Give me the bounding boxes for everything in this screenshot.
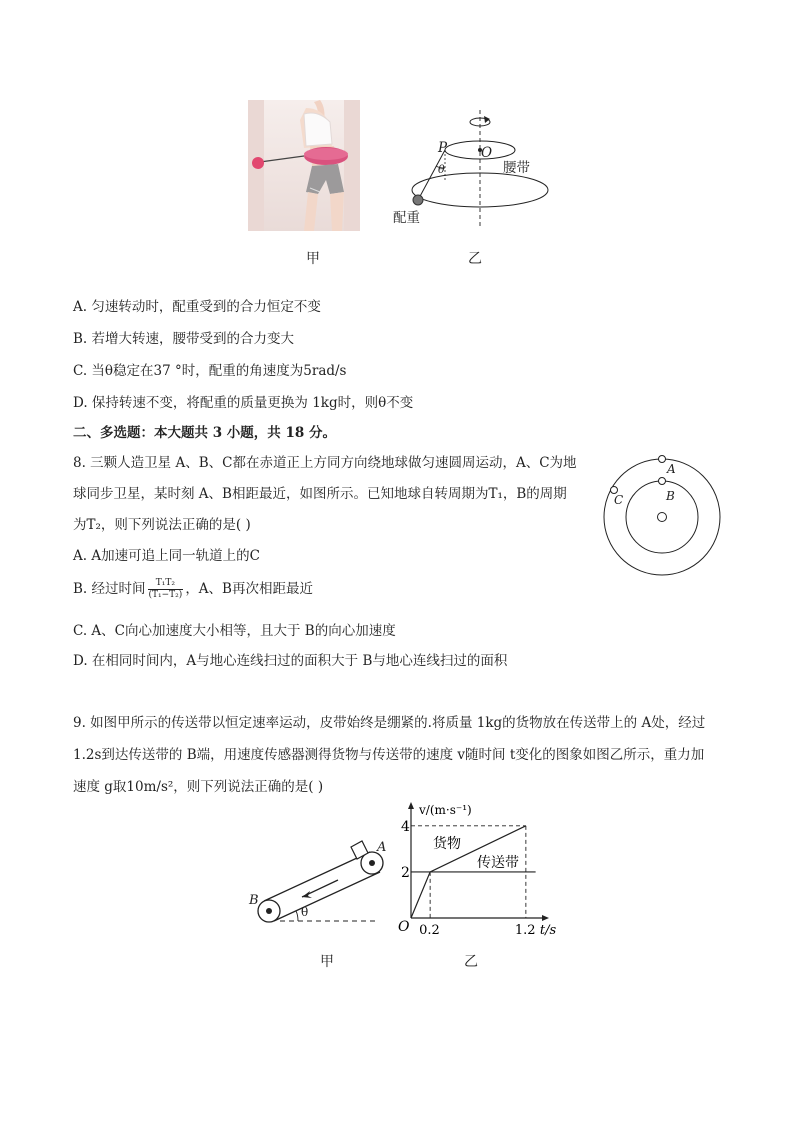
section-heading: 二、多选题：本大题共 3 小题，共 18 分。 bbox=[73, 425, 336, 441]
q8-option-d: D. 在相同时间内，A与地心连线扫过的面积大于 B与地心连线扫过的面积 bbox=[73, 653, 508, 669]
q9-caption-yi: 乙 bbox=[464, 954, 478, 970]
figure7-caption-jia: 甲 bbox=[306, 251, 320, 267]
q8-stem-line1: 8. 三颗人造卫星 A、B、C都在赤道正上方同方向绕地球做匀速圆周运动，A、C为地 bbox=[73, 455, 577, 471]
label-weight: 配重 bbox=[393, 210, 420, 226]
fraction-denominator: (T₁−T₂) bbox=[148, 590, 183, 600]
x-tick-label: 1.2 bbox=[514, 923, 536, 938]
label-theta: θ bbox=[438, 163, 445, 176]
x-axis-arrow bbox=[542, 915, 549, 921]
q7-option-b: B. 若增大转速，腰带受到的合力变大 bbox=[73, 331, 295, 347]
label-belt: 腰带 bbox=[503, 160, 530, 176]
x-tick-label: 0.2 bbox=[419, 923, 440, 938]
x-axis-label: t/s bbox=[539, 923, 557, 938]
q9-stem-line1: 9. 如图甲所示的传送带以恒定速率运动，皮带始终是绷紧的.将质量 1kg的货物放在传送带上的 A处，经过 bbox=[73, 715, 706, 731]
q8-option-a: A. A加速可追上同一轨道上的C bbox=[73, 548, 260, 564]
satellite-orbit-diagram bbox=[600, 455, 724, 579]
q9-stem-line2: 1.2s到达传送带的 B端，用速度传感器测得货物与传送带的速度 v随时间 t变化的图象如图乙所示，重力加 bbox=[73, 747, 705, 763]
belt-label-a: A bbox=[377, 840, 387, 855]
label-O: O bbox=[481, 145, 493, 161]
y-tick-label: 4 bbox=[401, 818, 410, 835]
q8-stem-line2: 球同步卫星，某时刻 A、B相距最近，如图所示。已知地球自转周期为T₁，B的周期 bbox=[73, 486, 567, 502]
label-P: P bbox=[438, 140, 448, 156]
q8-stem-line3: 为T₂，则下列说法正确的是( ) bbox=[73, 517, 251, 533]
q9-caption-jia: 甲 bbox=[320, 954, 334, 970]
q9-stem-line3: 速度 g取10m/s²，则下列说法正确的是( ) bbox=[73, 779, 324, 795]
y-axis-label: v/(m·s⁻¹) bbox=[419, 803, 472, 817]
waist-belt-diagram bbox=[395, 110, 565, 230]
y-tick-label: 2 bbox=[401, 864, 410, 881]
hula-hoop-photo bbox=[248, 100, 360, 231]
fraction bbox=[148, 578, 184, 601]
q8-option-b bbox=[73, 578, 313, 601]
q7-option-c: C. 当θ稳定在37 °时，配重的角速度为5rad/s bbox=[73, 363, 347, 379]
belt-label-b: B bbox=[249, 893, 259, 908]
belt-label-theta: θ bbox=[301, 905, 309, 919]
orbit-label-b: B bbox=[666, 489, 675, 503]
velocity-time-chart bbox=[395, 800, 560, 940]
q8-option-b-suffix: ，A、B再次相距最近 bbox=[185, 581, 313, 597]
orbit-label-a: A bbox=[667, 462, 676, 476]
origin-label: O bbox=[398, 919, 410, 935]
q7-option-a: A. 匀速转动时，配重受到的合力恒定不变 bbox=[73, 299, 321, 315]
q8-option-b-prefix: B. 经过时间 bbox=[73, 581, 146, 597]
series-label: 传送带 bbox=[477, 854, 519, 871]
series-label: 货物 bbox=[433, 835, 461, 852]
q8-option-c: C. A、C向心加速度大小相等，且大于 B的向心加速度 bbox=[73, 623, 396, 639]
q7-option-d: D. 保持转速不变，将配重的质量更换为 1kg时，则θ不变 bbox=[73, 395, 414, 411]
y-axis-arrow bbox=[408, 802, 414, 809]
fraction-numerator: T₁T₂ bbox=[148, 578, 184, 590]
conveyor-belt-diagram bbox=[250, 835, 390, 930]
figure7-caption-yi: 乙 bbox=[468, 251, 482, 267]
orbit-label-c: C bbox=[614, 493, 624, 507]
